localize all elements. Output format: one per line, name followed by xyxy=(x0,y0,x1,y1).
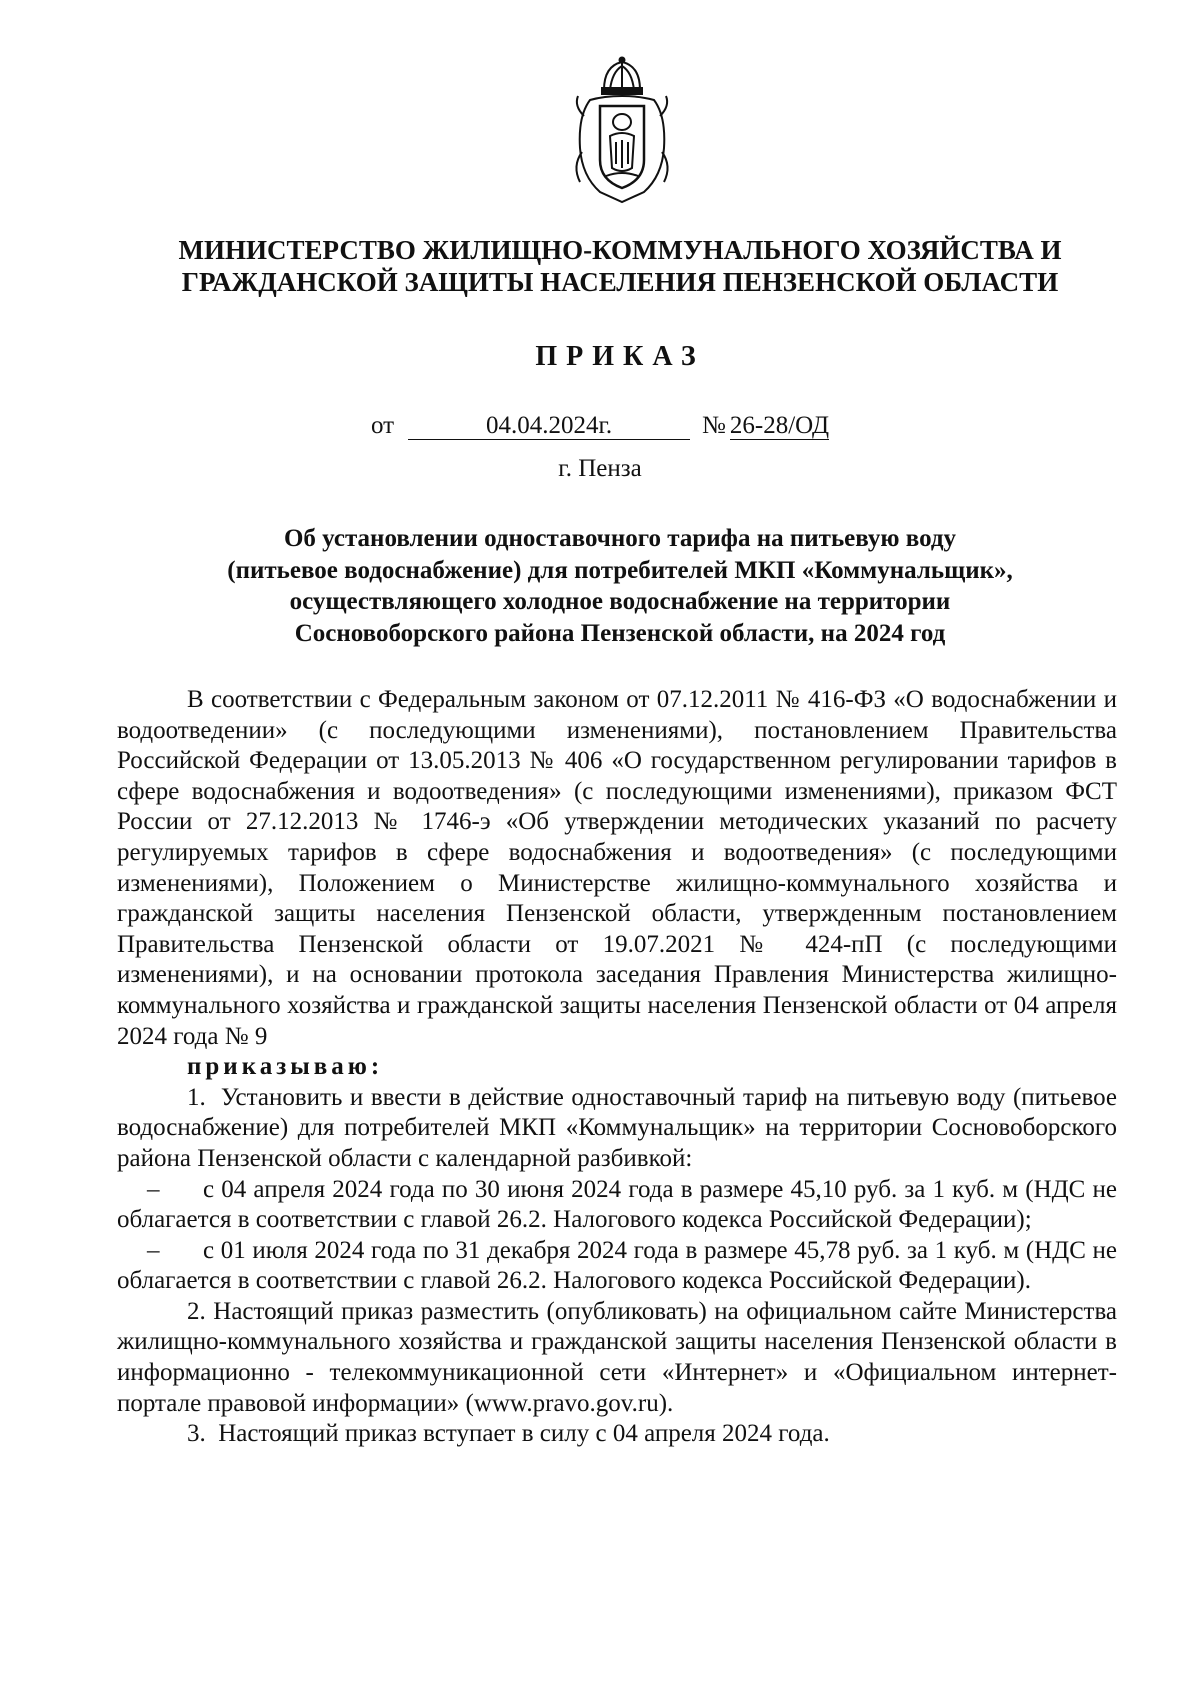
preamble-text: В соответствии с Федеральным законом от 07.12.2011 № 416-ФЗ «О водоснабжении и водоотведении» (с последующими изменениями), постановлением Правительства Российской Федерации от 13.05.2013 № 406 «О государственном регулировании тарифов в сфере водоснабжения и водоотведения» (с последующими изменениями), приказом ФСТ России от 27.12.2013 № 1746-э «Об утверждении методических указаний по расчету регулируемых тарифов в сфере водоснабжения и водоотведения» (с последующими изменениями), Положением о Министерстве жилищно-коммунального хозяйства и гражданской защиты населения Пензенской области, утвержденным постановлением Правительства Пензенской области от 19.07.2021 № 424-пП (с последующими изменениями), и на основании протокола заседания Правления Министерства жилищно-коммунального хозяйства и гражданской защиты населения Пензенской области от 04 апреля 2024 года № 9 xyxy=(117,686,1117,1050)
subject-line-2: (питьевое водоснабжение) для потребителей МКП «Коммунальщик», xyxy=(227,556,1013,584)
coat-of-arms-emblem xyxy=(570,56,674,206)
number-label: № xyxy=(702,412,726,439)
item-1-number: 1. xyxy=(187,1083,206,1111)
order-subject xyxy=(100,523,1140,649)
subject-line-4: Сосновоборского района Пензенской области, на 2024 год xyxy=(294,619,946,647)
item-1-text: Установить и ввести в действие одноставочный тариф на питьевую воду (питьевое водоснабжение) для потребителей МКП «Коммунальщик» на территории Сосновоборского района Пензенской области с календарной разбивкой: xyxy=(117,1083,1118,1172)
item-3-number: 3. xyxy=(187,1420,206,1448)
city: г. Пенза xyxy=(558,455,642,482)
ministry-name-line-2: ГРАЖДАНСКОЙ ЗАЩИТЫ НАСЕЛЕНИЯ ПЕНЗЕНСКОЙ ОБЛАСТИ xyxy=(181,267,1059,297)
item-2-number: 2. xyxy=(187,1297,206,1325)
order-body xyxy=(117,685,1117,1450)
order-date-number-line xyxy=(0,412,1200,440)
document-type-title: ПРИКАЗ xyxy=(535,341,705,372)
ministry-name-line-1: МИНИСТЕРСТВО ЖИЛИЩНО-КОММУНАЛЬНОГО ХОЗЯЙСТВА И xyxy=(178,235,1062,265)
sub-item-2-text: с 01 июля 2024 года по 31 декабря 2024 года в размере 45,78 руб. за 1 куб. м (НДС не облагается в соответствии с главой 26.2. Налогового кодекса Российской Федерации). xyxy=(117,1236,1117,1295)
sub-item-1-text: с 04 апреля 2024 года по 30 июня 2024 года в размере 45,10 руб. за 1 куб. м (НДС не облагается в соответствии с главой 26.2. Налогового кодекса Российской Федерации); xyxy=(117,1175,1117,1234)
ministry-name xyxy=(100,234,1140,298)
item-3-text: Настоящий приказ вступает в силу с 04 апреля 2024 года. xyxy=(218,1420,830,1448)
item-2 xyxy=(117,1297,1117,1419)
dash-marker: – xyxy=(147,1236,160,1264)
item-3 xyxy=(117,1419,1117,1450)
subject-line-1: Об установлении одноставочного тарифа на питьевую воду xyxy=(283,525,957,552)
order-word: приказываю: xyxy=(187,1053,384,1081)
sub-item-1 xyxy=(117,1175,1117,1236)
order-date: 04.04.2024г. xyxy=(408,413,690,440)
item-2-text: Настоящий приказ разместить (опубликовать) на официальном сайте Министерства жилищно-коммунального хозяйства и гражданской защиты населения Пензенской области в информационно - телекоммуникационной сети «Интернет» и «Официальном интернет-портале правовой информации» (www.pravo.gov.ru). xyxy=(117,1297,1118,1417)
item-1 xyxy=(117,1083,1117,1175)
order-number: 26-28/ОД xyxy=(729,412,830,439)
sub-item-2 xyxy=(117,1236,1117,1297)
preamble-paragraph xyxy=(117,685,1117,1083)
dash-marker: – xyxy=(147,1175,160,1203)
subject-line-3: осуществляющего холодное водоснабжение на территории xyxy=(289,588,951,615)
date-label: от xyxy=(370,412,395,439)
